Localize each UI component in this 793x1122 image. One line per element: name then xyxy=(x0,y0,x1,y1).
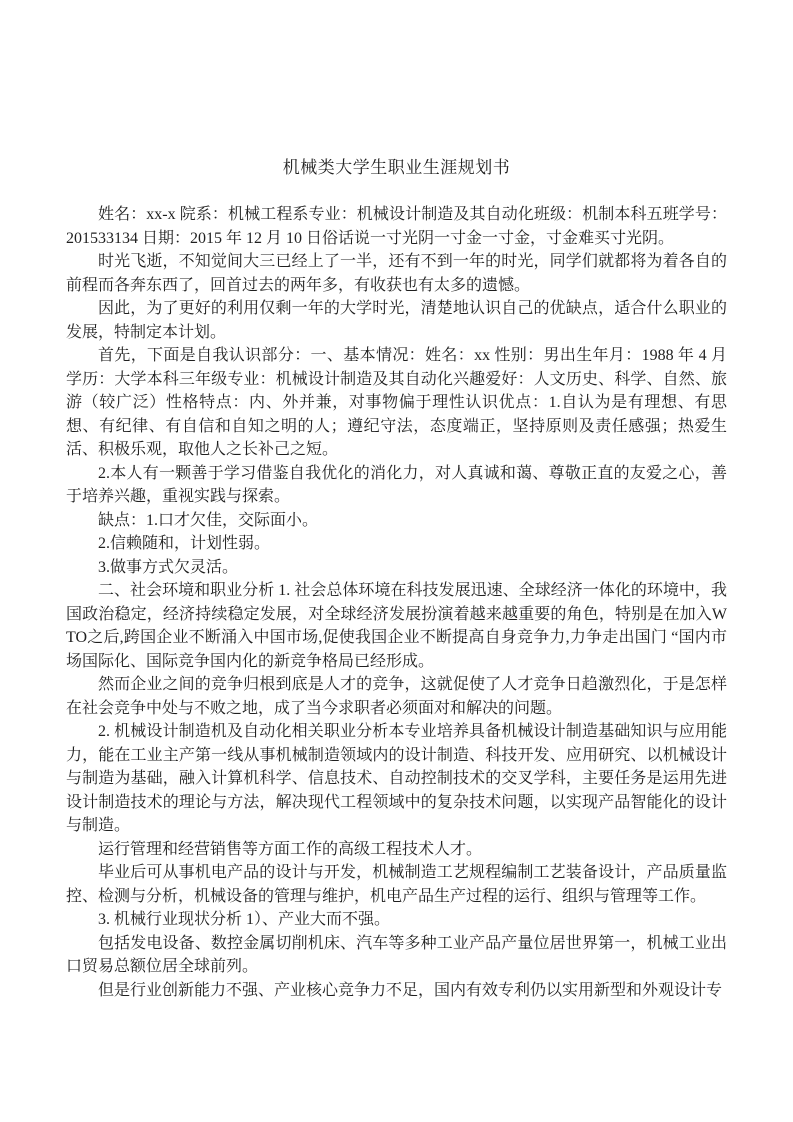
paragraph: 因此，为了更好的利用仅剩一年的大学时光，清楚地认识自己的优缺点，适合什么职业的发展，特制定本计划。 xyxy=(66,300,727,341)
paragraph: 然而企业之间的竞争归根到底是人才的竞争，这就促使了人才竞争日趋激烈化，于是怎样在社会竞争中处与不败之地，成了当今求职者必须面对和解决的问题。 xyxy=(66,676,727,717)
paragraph-self-assessment: 首先，下面是自我认识部分：一、基本情况：姓名：xx 性别：男出生年月：1988 年 4 月学历：大学本科三年级专业：机械设计制造及其自动化兴趣爱好：人文历史、科学、自然、旅游（较广泛）性格特点：内、外并兼，对事物偏于理性认识优点：1.自认为是有理想、有思想、有纪律、有自信和自知之明的人；遵纪守法，态度端正，坚持原则及责任感强；热爱生活、积极乐观，取他人之长补己之短。 xyxy=(66,347,727,458)
paragraph: 但是行业创新能力不强、产业核心竞争力不足，国内有效专利仍以实用新型和外观设计专 xyxy=(98,981,723,999)
paragraph-industry-analysis: 3. 机械行业现状分析 1）、产业大而不强。 xyxy=(98,911,391,928)
paragraph-weakness-3: 3.做事方式欠灵活。 xyxy=(98,558,239,576)
paragraph-social-env-analysis: 二、社会环境和职业分析 1. 社会总体环境在科技发展迅速、全球经济一体化的环境中，我国政治稳定，经济持续稳定发展，对全球经济发展扮演着越来越重要的角色，特别是在加入WTO之后,跨国企业不断涌入中国市场,促使我国企业不断提高自身竞争力,力争走出国门 “国内市场国际化、国际竞争国内化的新竞争格局已经形成。 xyxy=(66,582,727,670)
paragraph-weakness-1: 缺点：1.口才欠佳，交际面小。 xyxy=(98,511,319,529)
document-title: 机械类大学生职业生涯规划书 xyxy=(282,158,511,177)
paragraph: 包括发电设备、数控金属切削机床、汽车等多种工业产品产量位居世界第一，机械工业出口贸易总额位居全球前列。 xyxy=(66,934,727,975)
paragraph: 运行管理和经营销售等方面工作的高级工程技术人才。 xyxy=(98,840,483,858)
document-body xyxy=(66,203,727,1002)
paragraph-career-analysis: 2. 机械设计制造机及自动化相关职业分析本专业培养具备机械设计制造基础知识与应用能力，能在工业主产第一线从事机械制造领域内的设计制造、科技开发、应用研究、以机械设计与制造为基础，融入计算机科学、信息技术、自动控制技术的交叉学科，主要任务是运用先进设计制造技术的理论与方法，解决现代工程领域中的复杂技术问题，以实现产品智能化的设计与制造。 xyxy=(66,723,727,834)
paragraph-weakness-2: 2.信赖随和，计划性弱。 xyxy=(98,535,271,552)
paragraph-info-line: 姓名：xx-x 院系：机械工程系专业：机械设计制造及其自动化班级：机制本科五班学号：201533134 日期：2015 年 12 月 10 日俗话说一寸光阴一寸金一寸金，寸金难买寸光阴。 xyxy=(66,206,727,247)
paragraph: 2.本人有一颗善于学习借鉴自我优化的消化力，对人真诚和蔼、尊敬正直的友爱之心，善于培养兴趣，重视实践与探索。 xyxy=(66,464,727,505)
paragraph: 毕业后可从事机电产品的设计与开发，机械制造工艺规程编制工艺装备设计，产品质量监控、检测与分析，机械设备的管理与维护，机电产品生产过程的运行、组织与管理等工作。 xyxy=(66,864,727,905)
paragraph: 时光飞逝，不知觉间大三已经上了一半，还有不到一年的时光，同学们就都将为着各自的前程而各奔东西了，回首过去的两年多，有收获也有太多的遗憾。 xyxy=(66,253,727,294)
